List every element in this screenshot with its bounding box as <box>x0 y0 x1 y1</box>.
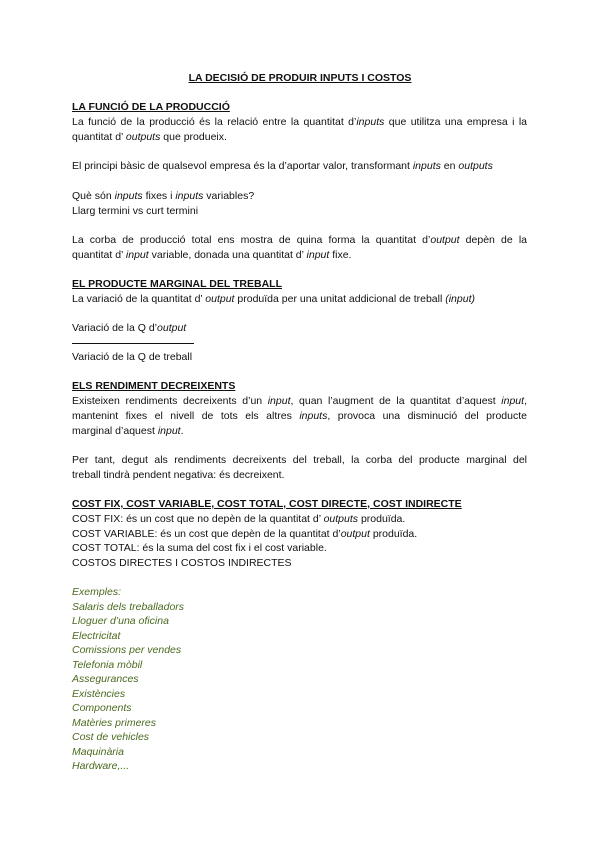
heading-producte-marginal: EL PRODUCTE MARGINAL DEL TREBALL <box>72 278 283 290</box>
fraction-bar <box>72 343 194 344</box>
example-item: Components <box>72 702 132 714</box>
paragraph-corba-line1: La corba de producció total ens mostra de quina forma la quantitat d’output depèn de la <box>72 234 527 246</box>
example-item: Salaris dels treballadors <box>72 601 185 613</box>
fraction-denominator: Variació de la Q de treball <box>72 351 193 363</box>
fraction-numerator: Variació de la Q d’output <box>72 322 187 334</box>
heading-costos: COST FIX, COST VARIABLE, COST TOTAL, COST DIRECTE, COST INDIRECTE <box>72 498 462 510</box>
question-inputs: Què són inputs fixes i inputs variables? <box>72 190 255 202</box>
paragraph-rendiments-line2: mantenint fixes el nivell de tots els altres inputs, provoca una disminució del producte <box>72 410 527 422</box>
paragraph-per-tant-line1: Per tant, degut als rendiments decreixents del treball, la corba del producte marginal del <box>72 454 527 466</box>
example-item: Maquinària <box>72 746 124 758</box>
paragraph-rendiments-line3: marginal d’aquest input. <box>72 425 184 437</box>
heading-funcio-produccio: LA FUNCIÓ DE LA PRODUCCIÓ <box>72 101 230 113</box>
paragraph-principi: El principi bàsic de qualsevol empresa és la d’aportar valor, transformant inputs en outputs <box>72 160 493 172</box>
example-item: Existències <box>72 688 126 700</box>
line-llarg-termini: Llarg termini vs curt termini <box>72 205 199 217</box>
document-title: LA DECISIÓ DE PRODUIR INPUTS I COSTOS <box>188 72 412 84</box>
examples-label: Exemples: <box>72 586 122 598</box>
paragraph-funcio-line1: La funció de la producció és la relació entre la quantitat d’inputs que utilitza una empresa i la <box>72 116 527 128</box>
paragraph-per-tant-line2: treball tindrà pendent negativa: és decreixent. <box>72 469 285 481</box>
paragraph-corba-line2: quantitat d’ input variable, donada una quantitat d’ input fixe. <box>72 249 352 261</box>
paragraph-funcio-line2: quantitat d’ outputs que produeix. <box>72 131 227 143</box>
example-item: Lloguer d’una oficina <box>72 615 169 627</box>
cost-fix-line: COST FIX: és un cost que no depèn de la quantitat d’ outputs produïda. <box>72 513 406 525</box>
paragraph-variacio: La variació de la quantitat d’ output produïda per una unitat addicional de treball (input) <box>72 293 475 305</box>
example-item: Telefonia mòbil <box>72 659 143 671</box>
costos-directes-indirectes-line: COSTOS DIRECTES I COSTOS INDIRECTES <box>72 557 292 569</box>
example-item: Assegurances <box>72 673 139 685</box>
cost-variable-line: COST VARIABLE: és un cost que depèn de la quantitat d’output produïda. <box>72 528 418 540</box>
example-item: Hardware,... <box>72 760 130 772</box>
heading-rendiments: ELS RENDIMENT DECREIXENTS <box>72 380 236 392</box>
example-item: Electricitat <box>72 630 121 642</box>
example-item: Matèries primeres <box>72 717 157 729</box>
cost-total-line: COST TOTAL: és la suma del cost fix i el cost variable. <box>72 542 327 554</box>
example-item: Cost de vehicles <box>72 731 150 743</box>
example-item: Comissions per vendes <box>72 644 182 656</box>
paragraph-rendiments-line1: Existeixen rendiments decreixents d’un input, quan l’augment de la quantitat d’aquest input, <box>72 395 527 407</box>
